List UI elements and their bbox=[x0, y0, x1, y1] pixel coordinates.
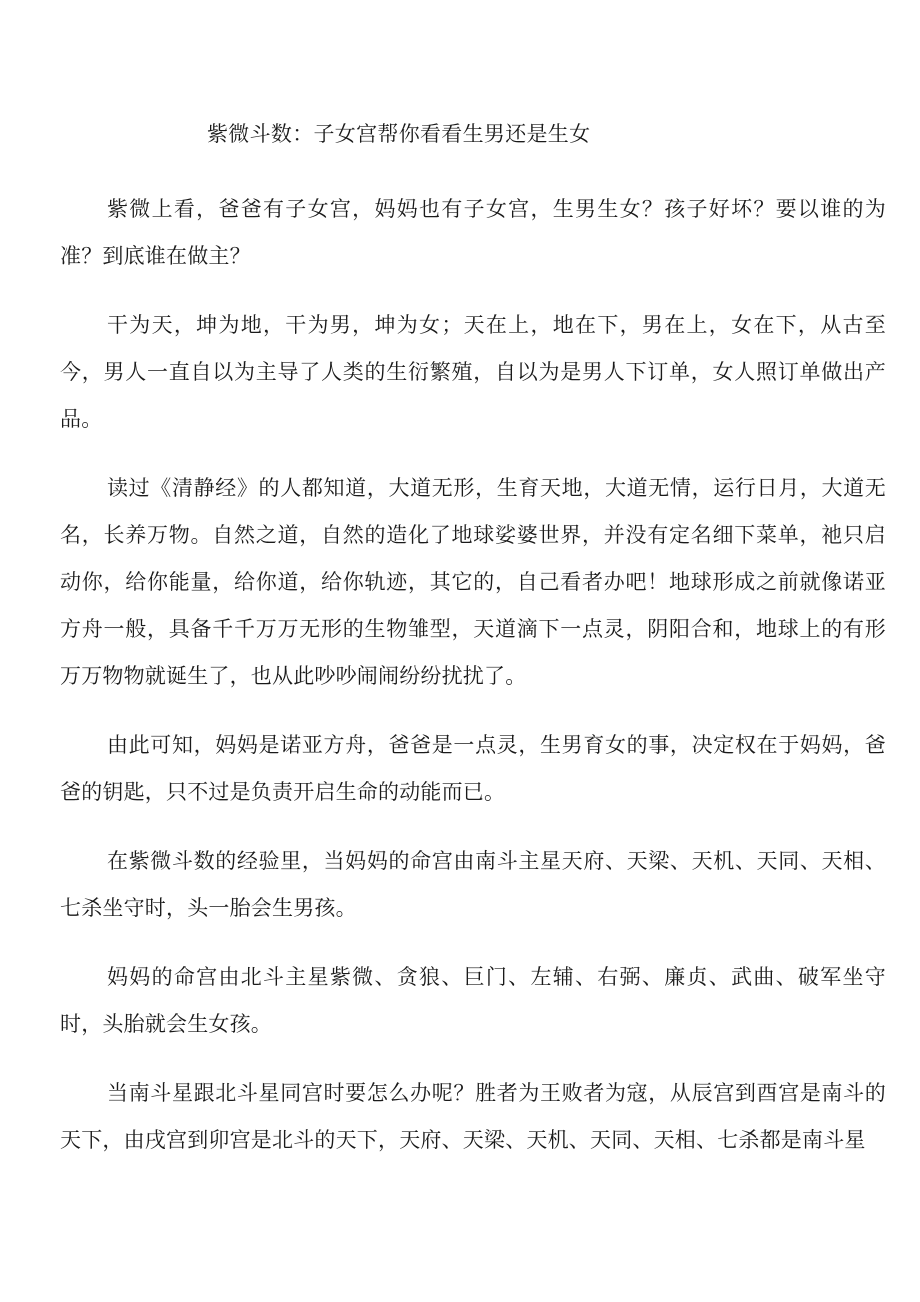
document-title: 紫微斗数：子女宫帮你看看生男还是生女 bbox=[207, 122, 591, 146]
paragraph-2: 干为天，坤为地，干为男，坤为女；天在上，地在下，男在上，女在下，从古至今，男人一直自以为主导了人类的生衍繁殖，自以为是男人下订单，女人照订单做出产品。 bbox=[60, 313, 886, 431]
document-body bbox=[60, 186, 886, 1186]
paragraph-6: 妈妈的命宫由北斗主星紫微、贪狼、巨门、左辅、右弼、廉贞、武曲、破军坐守时，头胎就会生女孩。 bbox=[60, 965, 886, 1036]
paragraph-3: 读过《清静经》的人都知道，大道无形，生育天地，大道无情，运行日月，大道无名，长养万物。自然之道，自然的造化了地球娑婆世界，并没有定名细下菜单，祂只启动你，给你能量，给你道，给你轨迹，其它的，自己看者办吧！地球形成之前就像诺亚方舟一般，具备千千万万无形的生物雏型，天道滴下一点灵，阴阳合和，地球上的有形万万物物就诞生了，也从此吵吵闹闹纷纷扰扰了。 bbox=[60, 476, 886, 688]
paragraph-1: 紫微上看，爸爸有子女宫，妈妈也有子女宫，生男生女？孩子好坏？要以谁的为准？到底谁在做主？ bbox=[60, 197, 886, 268]
paragraph-4: 由此可知，妈妈是诺亚方舟，爸爸是一点灵，生男育女的事，决定权在于妈妈，爸爸的钥匙，只不过是负责开启生命的动能而已。 bbox=[60, 733, 886, 804]
paragraph-7: 当南斗星跟北斗星同宫时要怎么办呢？胜者为王败者为寇，从辰宫到酉宫是南斗的天下，由戌宫到卯宫是北斗的天下，天府、天梁、天机、天同、天相、七杀都是南斗星 bbox=[60, 1081, 886, 1152]
paragraph-5: 在紫微斗数的经验里，当妈妈的命宫由南斗主星天府、天梁、天机、天同、天相、七杀坐守时，头一胎会生男孩。 bbox=[60, 849, 886, 920]
